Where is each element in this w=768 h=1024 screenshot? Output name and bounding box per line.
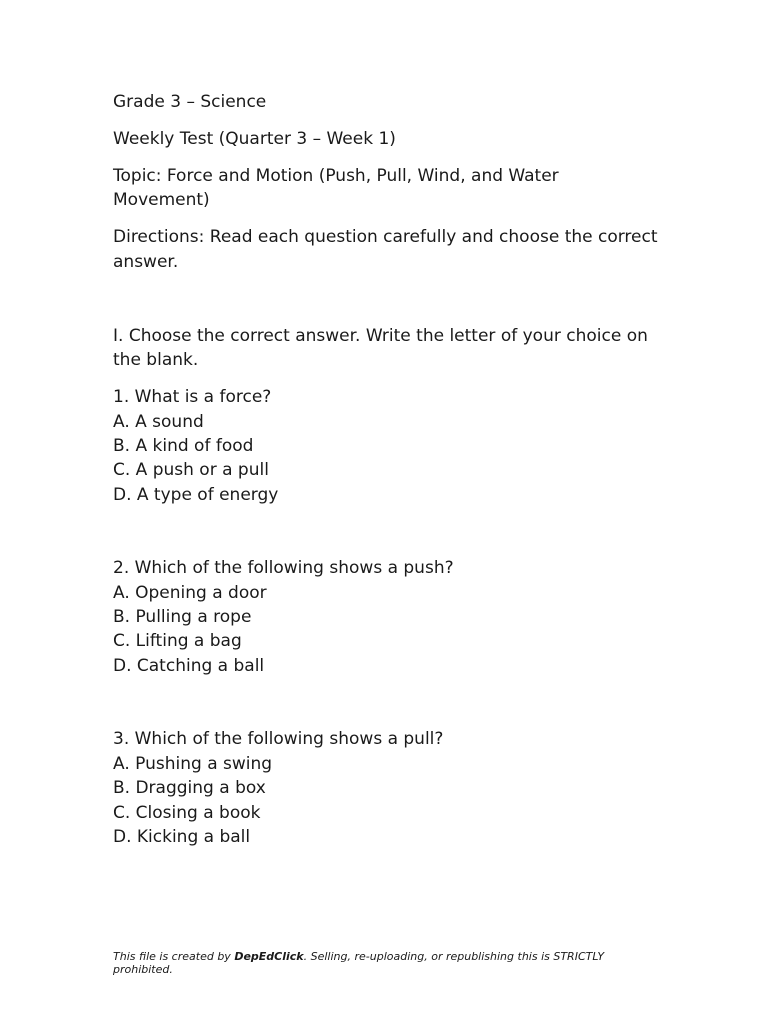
choice-c: C. Lifting a bag [113, 631, 242, 652]
choice-b: B. A kind of food [113, 436, 254, 457]
footer-brand: DepEdClick [234, 950, 304, 963]
topic-line: Topic: Force and Motion (Push, Pull, Wind, and Water Movement) [113, 166, 559, 211]
worksheet-page [113, 90, 658, 849]
question-1 [113, 385, 658, 507]
choice-a: A. Pushing a swing [113, 753, 273, 774]
choice-c: C. Closing a book [113, 802, 261, 823]
section-title: I. Choose the correct answer. Write the letter of your choice on the blank. [113, 325, 648, 371]
header-block [113, 90, 658, 274]
choice-b: B. Pulling a rope [113, 607, 252, 628]
question-3 [113, 727, 658, 849]
choice-c: C. A push or a pull [113, 460, 269, 481]
grade-subject: Grade 3 – Science [113, 92, 267, 112]
directions-line: Directions: Read each question carefully and choose the correct answer. [113, 227, 658, 272]
choice-a: A. A sound [113, 411, 204, 432]
footer-suffix: . Selling, re-uploading, or republishing this is STRICTLY prohibited. [113, 950, 605, 976]
choice-a: A. Opening a door [113, 582, 267, 603]
choice-d: D. Kicking a ball [113, 826, 251, 847]
choice-d: D. Catching a ball [113, 655, 265, 676]
question-text: 1. What is a force? [113, 387, 272, 408]
question-2 [113, 556, 658, 678]
copyright-footer [113, 950, 653, 976]
footer-prefix: This file is created by [113, 950, 235, 963]
choice-d: D. A type of energy [113, 484, 279, 505]
question-text: 2. Which of the following shows a push? [113, 558, 454, 579]
test-title: Weekly Test (Quarter 3 – Week 1) [113, 129, 396, 149]
question-text: 3. Which of the following shows a pull? [113, 729, 444, 750]
choice-b: B. Dragging a box [113, 778, 266, 799]
